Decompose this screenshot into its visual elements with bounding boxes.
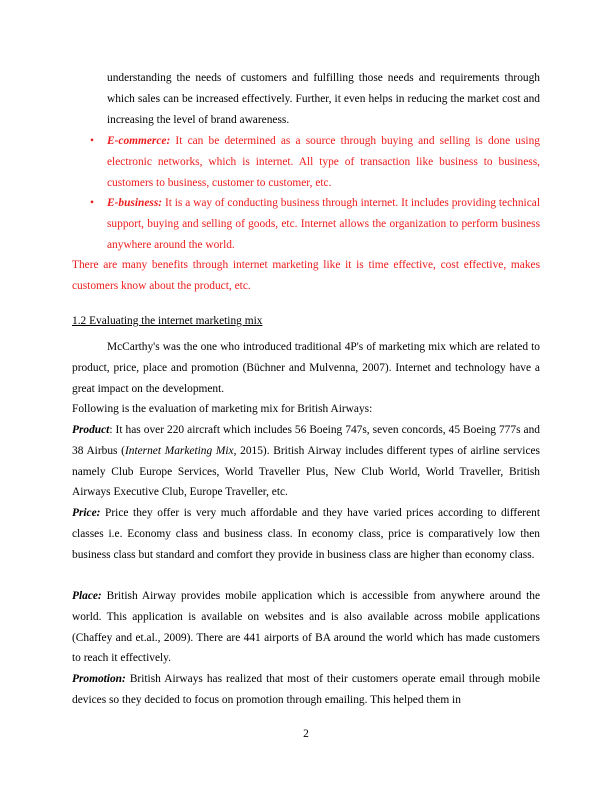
place-paragraph xyxy=(72,586,540,669)
intro-continuation: understanding the needs of customers and fulfilling those needs and requirements through which sales can be increased effectively. Further, it even helps in reducing the market cost and increasing the level of brand awareness. xyxy=(107,72,540,126)
bullet-text: It is a way of conducting business through internet. It includes providing technical support, buying and selling of goods, etc. Internet allows the organization to perform business anywhere around the world. xyxy=(107,197,540,251)
place-text: British Airway provides mobile application which is accessible from anywhere around the world. This application is available on websites and is also available across mobile applications (Chaffey and et.al., 2009). There are 441 airports of BA around the world which has made customers to reach it effectively. xyxy=(72,590,540,665)
bullet-label: E-business: xyxy=(107,197,163,209)
page-number: 2 xyxy=(303,728,309,740)
promotion-text: British Airways has realized that most of their customers operate email through mobile devices so they decided to focus on promotion through emailing. This helped them in xyxy=(72,673,540,706)
product-citation: Internet Marketing Mix xyxy=(124,444,234,457)
promotion-paragraph xyxy=(72,669,540,711)
product-text-cont: , 2015). British Airway includes different types of airline services namely Club Europe Services, World Traveller Plus, New Club World, World Traveller, British Airways Executive Club, Europe Traveller, etc. xyxy=(72,444,540,499)
place-label: Place: xyxy=(72,590,102,602)
bullet-ebusiness xyxy=(107,193,540,255)
section-heading: 1.2 Evaluating the internet marketing mix xyxy=(72,315,263,327)
bullet-text: It can be determined as a source through buying and selling is done using electronic networks, which is internet. All type of transaction like business to business, customers to business, customer to customer, etc. xyxy=(107,135,540,189)
bullet-label: E-commerce: xyxy=(107,135,171,147)
price-paragraph xyxy=(72,503,540,565)
bullet-marker: • xyxy=(90,197,94,209)
product-label: Product xyxy=(72,424,110,436)
price-label: Price: xyxy=(72,507,101,519)
bullet-ecommerce xyxy=(107,131,540,193)
following-line: Following is the evaluation of marketing mix for British Airways: xyxy=(72,403,373,415)
benefits-paragraph: There are many benefits through internet marketing like it is time effective, cost effective, makes customers know about the product, etc. xyxy=(72,259,540,292)
bullet-marker: • xyxy=(90,135,94,147)
promotion-label: Promotion: xyxy=(72,673,126,685)
mix-intro-paragraph: McCarthy's was the one who introduced traditional 4P's of marketing mix which are related to product, price, place and promotion (Büchner and Mulvenna, 2007). Internet and technology have a great impact on the development. xyxy=(72,341,540,395)
price-text: Price they offer is very much affordable and they have varied prices according to different classes i.e. Economy class and business class. In economy class, price is comparatively low then business class but standard and comfort they provide in business class are higher than economy class. xyxy=(72,507,540,561)
product-text: : It has over 220 aircraft which includes 56 Boeing 747s, seven concords, 45 Boeing 777s and 38 Airbus ( xyxy=(72,424,540,457)
product-paragraph xyxy=(72,420,540,503)
